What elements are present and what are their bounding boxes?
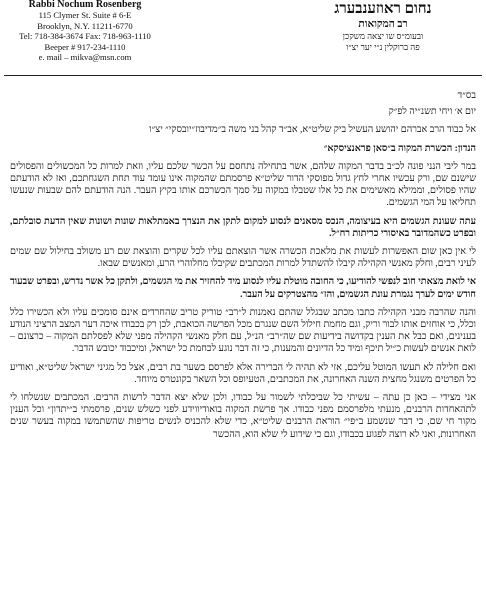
paragraph-4: אי לואת מצאתי חוב לנפשי להודיעו, כי החובה מוטלת עליו לנסוע מיד להחזיר את מי הגשמים, ולתקן כל אשר נדרש, ובפרט שבעוד חודש ימים לערך נגמרת עונת הגשמים, והז״ מהצטרקים על העבר. <box>10 276 476 300</box>
paragraph-6: ואם חלילה לא תעשו המוטל עליכם, אזי לא תהיה לי הברירה אלא לפרסם בשער בת רבים, אצל כל מגיני ישראל שליט״א, ואודיע כל הפרטים משנגל מחצית השנה האחרונה, את המכתבים, הטעיופס וכל השאר בקונטרס מיוחד. <box>10 361 476 385</box>
address-line: 115 Clymer St. Suite # 6-E <box>38 10 132 21</box>
paragraph-2: עתה שעונת הגשמים היא בעיצומה, הנכס מסאנים לנסוע למקום לתקן את הנצרך באמתלאות שונות ושונות שאין הדעת סובלתם, ובפרט כשהמדובר באיסורי כריתות רח״ל. <box>10 215 476 239</box>
hebrew-address-line-1: ובעומ״ס שו יצאה משקכן <box>342 31 424 41</box>
hebrew-letterhead <box>288 1 478 52</box>
english-letterhead <box>0 0 170 74</box>
paragraph-7: אני מצידי – כאן כן עתה – עשיתי כל שביכלתי לשמור על כבודו, ולכן שלא יצא הדבר לרשות הרבים. המכתבים שנשלחו לי לתהאחדות הרבנים, מנעתי מלפרסמם מפני כבודו. אך פרשת המקוה בואודיווידע לפני כשלש שנים, פרסמתי ב״יתדון״ וכל הענין מקור חי שם, כי דבר שנשמע ב״פי״ הוראת הרבנים שליט״א, כדי שלא להכניס לנשים טריפות שהשתמשו במקוה בעשר שנים האחרונות, ואני לא רוצה לפגוע בכבודו, וגם כי שידוע לי שלא הוא, ההכשר <box>10 392 476 440</box>
letter-date: יום א׳ ויחי תשנ״יה לפ״ק <box>388 106 476 118</box>
bsd-mark: בס״ד <box>457 90 476 101</box>
email-line: e. mail – mikva@msn.com <box>38 52 132 63</box>
rabbi-title-hebrew: רב המקואות <box>358 19 408 30</box>
rabbi-name-hebrew: נחום ראוזענבערג <box>334 1 432 17</box>
hebrew-address-line-2: פה ברוקלין נ״י יער יצ״ו <box>346 41 420 52</box>
paragraph-1: במר ליבי הנני פונה לכ״ב בדבר המקוה שלהם, אשר בתחילה נתחסם על הכשר שלכם עליו, וזאת למרות כל המכשולים והפסולים שישנם שם, ורק עכשיו אחרי לחץ גדול מפוסקי הדור שליט״א פרסמתם שהמקוה אינו עומד עוד תחת השגחתכם, ואז לא הודעתם שהיו פסולים, וממילא מאשימים את כל אלו שטבלו במקוה על סמך הכשרכם אותו בקיץ העבר. הנה הודעתם להם שבעות שנעשו תחליאו על המי הגשמים. <box>10 160 476 209</box>
letter-subject: הנדון: הכשרת המקוה ב״סאן פראנציסקא״ <box>323 142 476 154</box>
rabbi-name-english: Rabbi Nochum Rosenberg <box>28 0 142 10</box>
phone-fax-line: Tel: 718-384-3674 Fax: 718-963-1110 <box>19 31 151 42</box>
paragraph-3: לי אין כאן שום האפשרות לעשות את מלאכת הכשרה אשר הוצאתם עליו לכל שקרים והוצאת שם רע משולב בחילול שם שמים לעיני רבים, וחלק מאנשי הקהילה קיבלו להשתדל למרות המכתבים שקיבלו מחלוהרי הרע, ומאנשים שבאו. <box>10 246 476 270</box>
beeper-line: Beeper # 917-234-1110 <box>44 41 126 52</box>
letter-body <box>10 90 476 447</box>
letter-recipient: אל כבוד הרב אברהם יהושע העשיל ביק שליט״א, אב״ד קהל בני משה ב״מדיבוז״יובסקי״ יצ״ו <box>149 124 476 136</box>
city-line: Brooklyn, N.Y. 11211-6770 <box>37 20 133 31</box>
paragraph-5: והנה שהרבה מבני הקהילה כתבו מכתב שבגלל שהתם נאמנות ל״רב״ טוריק טריב שהחרדים אינם סומכים עליו ולא הכשירו כלל וכלל, כי אוחזים אותו לבור וריק, וגם מחמת חילול השם שנגרם מכל הפרשה הכואבת, לכן רק בכבודו איכה דער המצב הרציני הנודע בענינים, ואם כבל את הענין בקדושה בידיעות שם שה״רב״ הנ״ל, עם חלק מאנשי הקהילה מפני שלא לפסלתם המקוה – כרצונם – לואת אנשים לעשות כ״יל תיכף ומיד כל הדיונים והמענות, כי זה דבר נוגע לכחמת כל ישראל, ומיכבוד יכובש הדבר. <box>10 306 476 355</box>
header-divider <box>4 75 482 76</box>
